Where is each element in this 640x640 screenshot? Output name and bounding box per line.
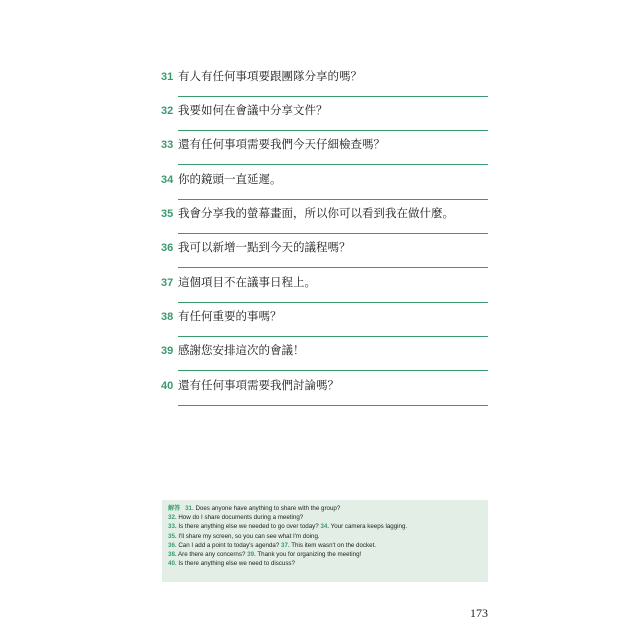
exercise-item <box>161 378 488 412</box>
answer-text: I'll share my screen, so you can see what I'm doing. <box>178 532 320 540</box>
answer-number: 38. <box>168 551 177 559</box>
answer-number: 40. <box>168 560 177 568</box>
exercise-item <box>161 69 488 103</box>
answer-text: Can I add a point to today's agenda? <box>178 541 280 549</box>
item-number: 32 <box>161 105 174 117</box>
answer-line[interactable] <box>178 199 488 200</box>
answer-line-2 <box>168 513 482 522</box>
exercise-item <box>161 103 488 137</box>
answer-number: 31. <box>185 505 194 512</box>
item-number: 39 <box>161 345 174 357</box>
answer-text: Does anyone have anything to share with the group? <box>195 505 341 512</box>
page-number: 173 <box>470 606 488 620</box>
answer-number: 33. <box>168 523 177 531</box>
item-prompt: 我會分享我的螢幕畫面，所以你可以看到我在做什麼。 <box>178 206 454 220</box>
item-prompt: 這個項目不在議事日程上。 <box>178 275 316 289</box>
answer-line[interactable] <box>178 96 488 97</box>
answer-number: 39. <box>247 551 256 559</box>
item-number: 34 <box>161 174 174 186</box>
exercise-item <box>161 240 488 274</box>
answer-key-label: 解答 <box>168 505 181 512</box>
answer-line[interactable] <box>178 267 488 268</box>
answer-line[interactable] <box>178 336 488 337</box>
answer-key-box <box>162 500 488 582</box>
answer-line[interactable] <box>178 233 488 234</box>
exercise-item <box>161 343 488 377</box>
answer-line-6 <box>168 550 482 559</box>
answer-line-5 <box>168 541 482 550</box>
item-number: 33 <box>161 139 174 151</box>
item-prompt: 還有任何事項需要我們今天仔細檢查嗎？ <box>178 137 385 151</box>
item-prompt: 有任何重要的事嗎？ <box>178 309 282 323</box>
answer-number: 37. <box>281 541 290 549</box>
item-prompt: 我可以新增一點到今天的議程嗎？ <box>178 240 351 254</box>
answer-line[interactable] <box>178 405 488 406</box>
answer-text: How do I share documents during a meeting? <box>178 514 304 522</box>
answer-line-7 <box>168 559 482 568</box>
exercise-item <box>161 275 488 309</box>
exercise-item <box>161 206 488 240</box>
answer-line[interactable] <box>178 370 488 371</box>
exercise-item <box>161 309 488 343</box>
item-prompt: 有人有任何事項要跟團隊分享的嗎？ <box>178 69 362 83</box>
answer-text: Is there anything else we need to discuss? <box>178 560 295 568</box>
item-number: 36 <box>161 242 174 254</box>
answer-line-1 <box>168 504 482 513</box>
answer-number: 32. <box>168 514 177 522</box>
answer-number: 36. <box>168 541 177 549</box>
answer-line-3 <box>168 522 482 531</box>
answer-text: Your camera keeps lagging. <box>330 523 408 531</box>
answer-text: Is there anything else we needed to go over today? <box>178 523 319 531</box>
item-number: 31 <box>161 71 174 83</box>
answer-line[interactable] <box>178 302 488 303</box>
item-number: 37 <box>161 277 174 289</box>
exercise-item <box>161 172 488 206</box>
item-prompt: 我要如何在會議中分享文件？ <box>178 103 328 117</box>
item-prompt: 你的鏡頭一直延遲。 <box>178 172 282 186</box>
answer-number: 35. <box>168 532 177 540</box>
answer-line[interactable] <box>178 130 488 131</box>
item-number: 40 <box>161 380 174 392</box>
item-prompt: 感謝您安排這次的會議！ <box>178 343 305 357</box>
item-number: 35 <box>161 208 174 220</box>
answer-line-4 <box>168 532 482 541</box>
answer-text: This item wasn't on the docket. <box>291 541 377 549</box>
answer-text: Are there any concerns? <box>178 551 246 559</box>
exercise-item <box>161 137 488 171</box>
item-number: 38 <box>161 311 174 323</box>
answer-text: Thank you for organizing the meeting! <box>257 551 362 559</box>
answer-line[interactable] <box>178 164 488 165</box>
item-prompt: 還有任何事項需要我們討論嗎？ <box>178 378 339 392</box>
answer-number: 34. <box>320 523 330 531</box>
